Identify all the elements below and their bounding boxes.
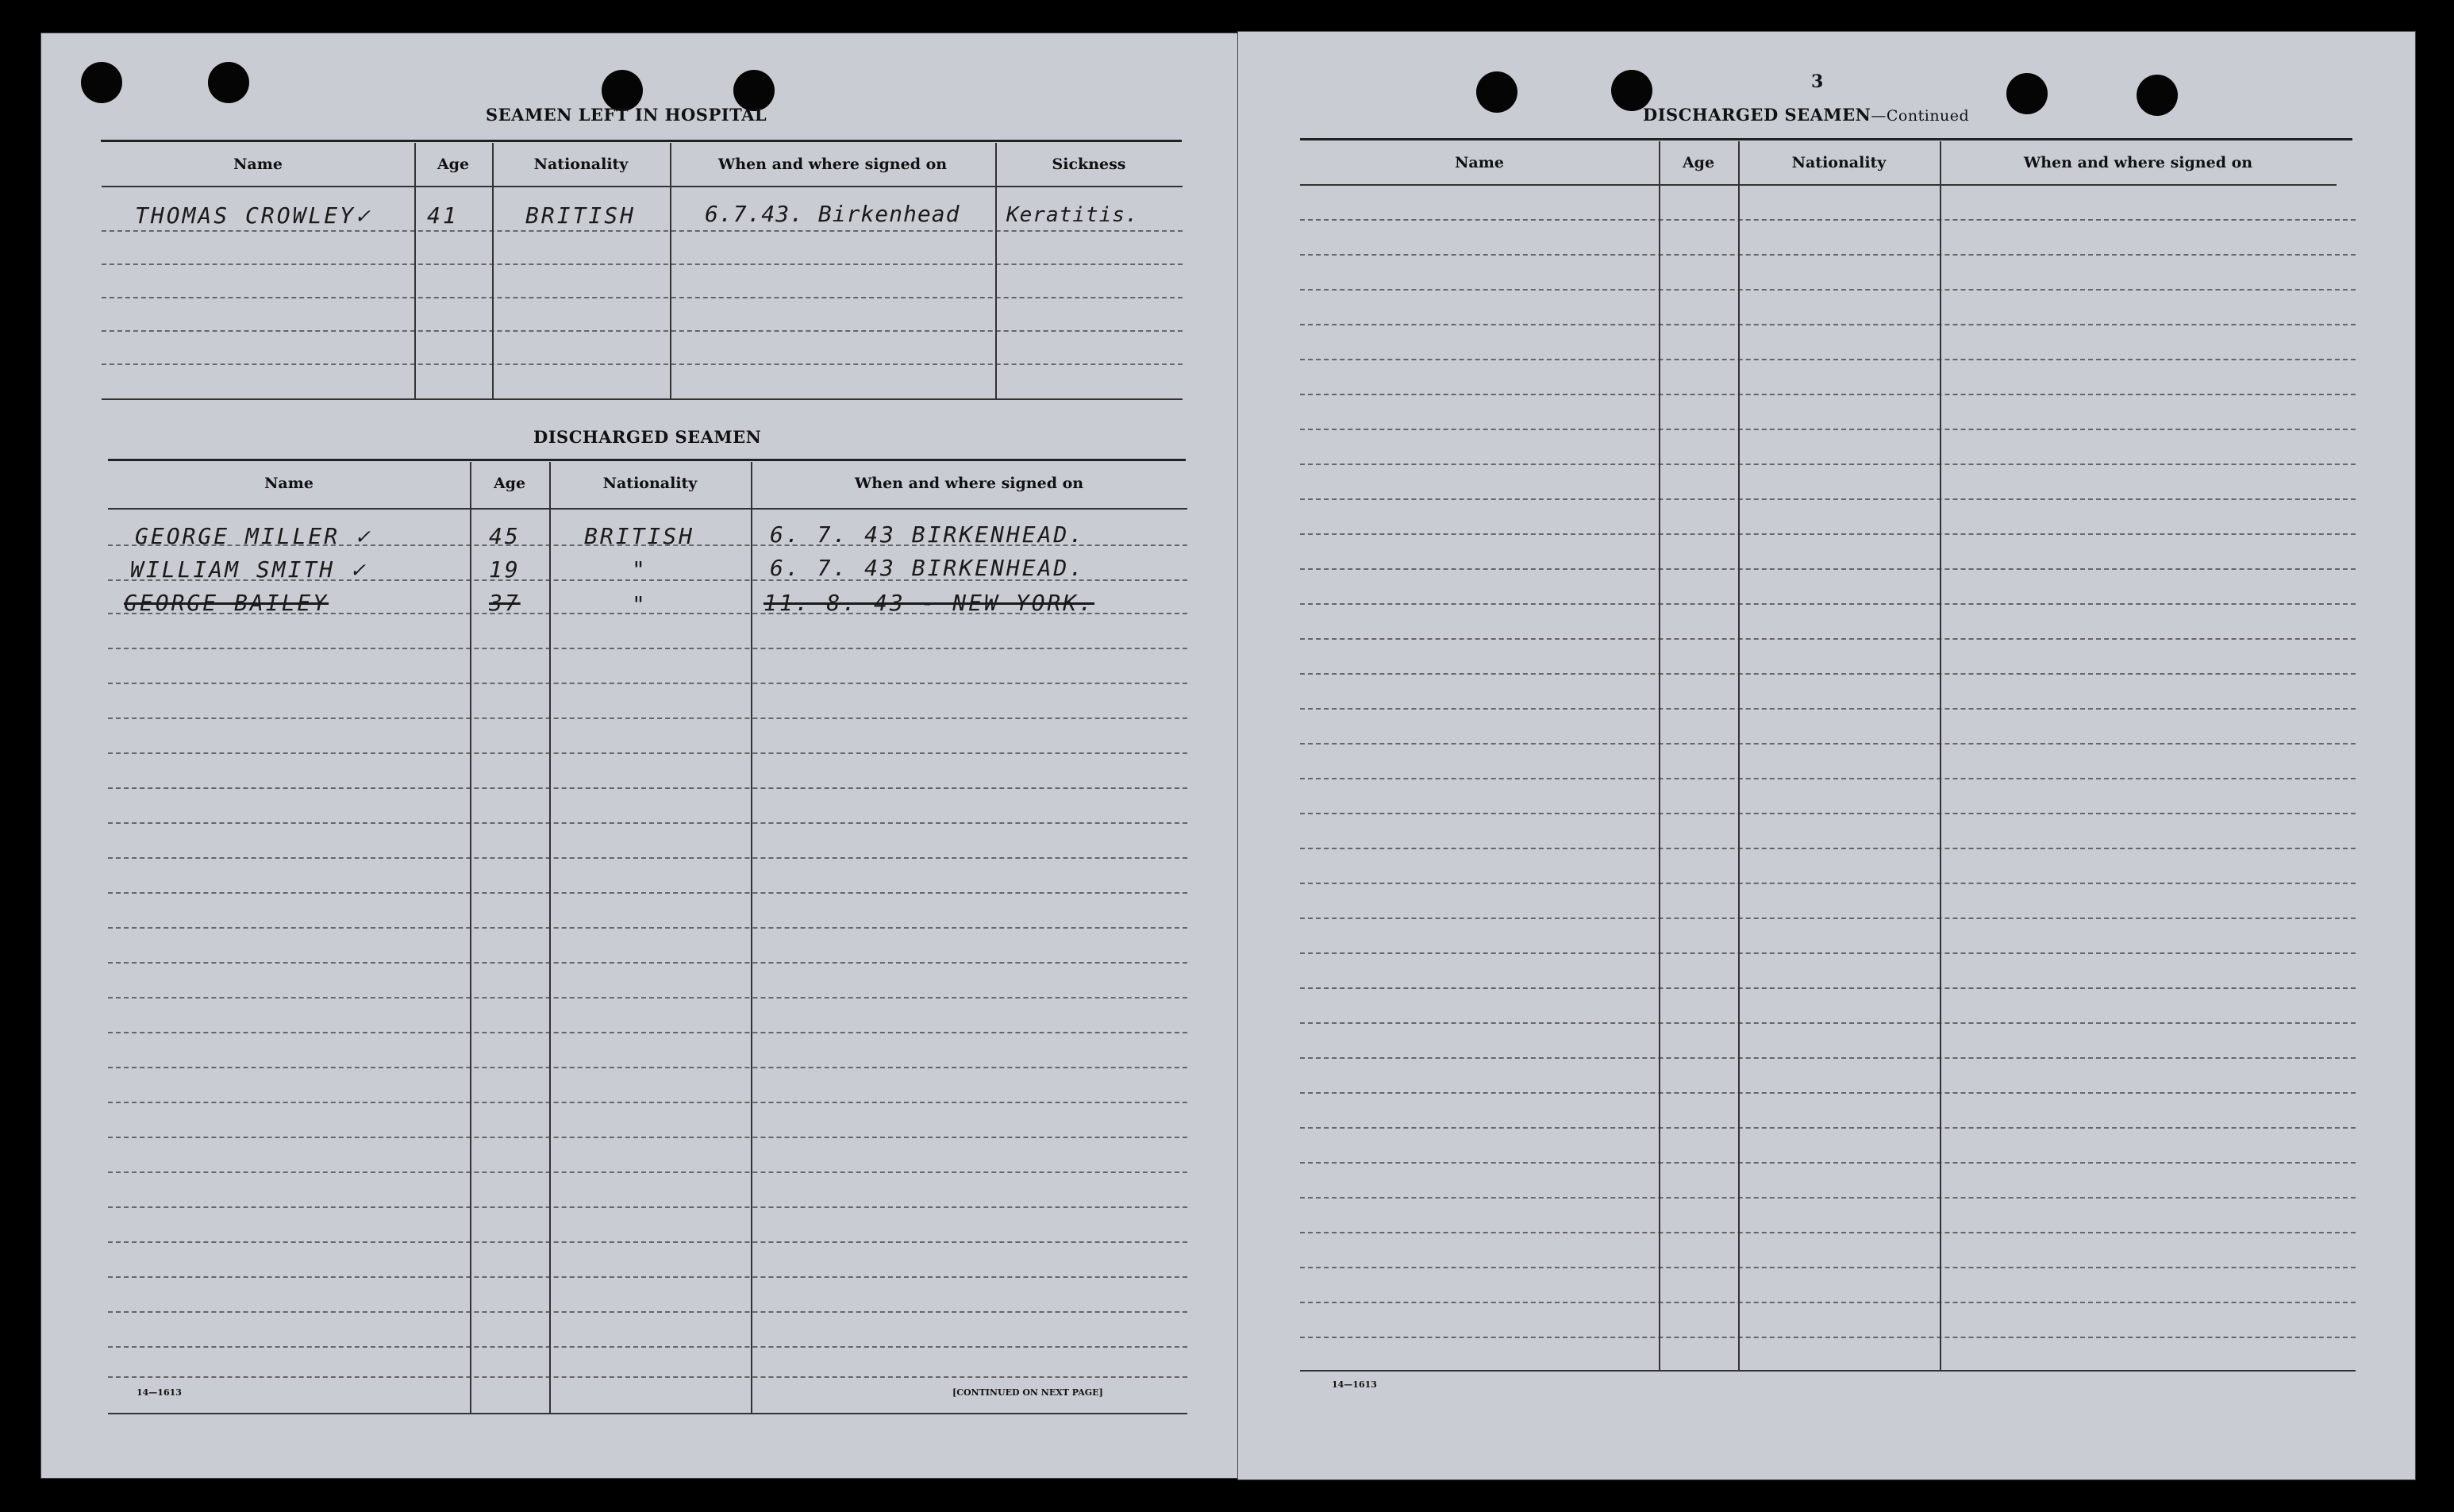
divider: [1300, 138, 2352, 140]
row-line: [108, 787, 1187, 789]
col-divider: [1738, 141, 1740, 1370]
col-divider: [995, 143, 997, 398]
row-line: [1300, 638, 2356, 640]
divider: [101, 140, 1182, 142]
col-header-name: Name: [1455, 154, 1504, 171]
hospital-age-cell: 41: [427, 202, 459, 229]
row-line: [108, 892, 1187, 894]
row-line: [1300, 1232, 2356, 1233]
page-number: 3: [1811, 71, 1824, 92]
col-header-age: Age: [437, 156, 470, 173]
row-line: [108, 1172, 1187, 1173]
row-line: [1300, 918, 2356, 919]
table-bottom-rule: [108, 1413, 1187, 1414]
col-divider: [492, 143, 494, 398]
table-bottom-rule: [1300, 1370, 2356, 1372]
row-line: [102, 364, 1183, 365]
discharged-signed-on-cell: 6. 7. 43 BIRKENHEAD.: [770, 521, 1086, 548]
col-header-signed-on: When and where signed on: [2023, 154, 2253, 171]
row-line: [102, 297, 1183, 298]
header-rule: [108, 508, 1187, 510]
col-header-sickness: Sickness: [1052, 156, 1126, 173]
row-line: [1300, 673, 2356, 675]
row-line: [1300, 1197, 2356, 1198]
col-divider: [1659, 141, 1660, 1370]
hospital-signed-on-cell: 6.7.43. Birkenhead: [705, 201, 960, 227]
header-rule: [102, 186, 1183, 187]
discharged-age-cell: 19: [489, 556, 521, 583]
col-header-name: Name: [264, 475, 313, 492]
row-line: [1300, 359, 2356, 360]
row-line: [108, 1376, 1187, 1378]
discharged-name-cell: WILLIAM SMITH ✓: [130, 556, 367, 583]
discharged-nationality-cell: ": [632, 556, 648, 583]
row-line: [1300, 568, 2356, 570]
punch-hole: [1476, 71, 1517, 113]
row-line: [1300, 1302, 2356, 1303]
row-line: [108, 683, 1187, 684]
row-line: [1300, 848, 2356, 849]
discharged-nationality-cell: BRITISH: [584, 523, 695, 549]
left-page: [41, 33, 1238, 1478]
col-header-age: Age: [1682, 154, 1715, 171]
row-line: [1300, 1162, 2356, 1164]
discharged-continued-table: [1300, 141, 2356, 1384]
row-line: [1300, 394, 2356, 395]
form-number: 14—1613: [1332, 1379, 1377, 1390]
row-line: [108, 1067, 1187, 1068]
row-line: [108, 1032, 1187, 1033]
row-line: [108, 1346, 1187, 1348]
row-line: [1300, 1337, 2356, 1338]
continued-note: [CONTINUED ON NEXT PAGE]: [952, 1387, 1103, 1398]
punch-hole: [2006, 73, 2048, 114]
row-line: [108, 962, 1187, 964]
row-line: [108, 752, 1187, 754]
discharged-table: [108, 462, 1187, 1414]
col-divider: [470, 462, 471, 1413]
row-line: [108, 822, 1187, 824]
row-line: [1300, 1022, 2356, 1024]
discharged-title: DISCHARGED SEAMEN: [533, 427, 762, 447]
row-line: [102, 230, 1183, 232]
hospital-nationality-cell: BRITISH: [525, 202, 637, 229]
right-page: [1238, 32, 2415, 1479]
row-line: [1300, 429, 2356, 430]
row-line: [1300, 813, 2356, 814]
col-divider: [549, 462, 551, 1413]
col-header-age: Age: [493, 475, 526, 492]
row-line: [1300, 743, 2356, 744]
punch-hole: [2137, 75, 2178, 116]
row-line: [1300, 1057, 2356, 1059]
hospital-title: SEAMEN LEFT IN HOSPITAL: [486, 105, 767, 125]
hospital-name-cell: THOMAS CROWLEY✓: [135, 202, 371, 229]
form-number: 14—1613: [137, 1387, 182, 1398]
col-divider: [414, 143, 416, 398]
discharged-name-cell: GEORGE MILLER ✓: [135, 523, 371, 549]
col-header-nationality: Nationality: [602, 475, 698, 492]
discharged-continued-title: DISCHARGED SEAMEN—Continued: [1643, 105, 1970, 125]
col-header-nationality: Nationality: [533, 156, 629, 173]
row-line: [1300, 1092, 2356, 1094]
header-rule: [1300, 184, 2337, 186]
row-line: [1300, 952, 2356, 954]
row-line: [108, 1276, 1187, 1278]
row-line: [1300, 883, 2356, 884]
row-line: [108, 997, 1187, 998]
col-header-signed-on: When and where signed on: [854, 475, 1084, 492]
row-line: [1300, 533, 2356, 535]
row-line: [1300, 219, 2356, 221]
row-line: [1300, 603, 2356, 605]
table-bottom-rule: [102, 398, 1183, 400]
row-line: [102, 264, 1183, 265]
col-header-signed-on: When and where signed on: [717, 156, 948, 173]
col-divider: [1940, 141, 1941, 1370]
divider: [108, 459, 1186, 461]
row-line: [102, 330, 1183, 332]
row-line: [1300, 464, 2356, 465]
row-line: [1300, 498, 2356, 500]
row-line: [1300, 289, 2356, 290]
row-line: [108, 718, 1187, 719]
punch-hole: [208, 62, 249, 103]
row-line: [1300, 254, 2356, 256]
discharged-name-cell-struck: GEORGE BAILEY: [124, 590, 329, 616]
col-divider: [751, 462, 752, 1413]
discharged-signed-on-cell: 6. 7. 43 BIRKENHEAD.: [770, 555, 1086, 581]
hospital-sickness-cell: Keratitis.: [1006, 203, 1139, 227]
discharged-age-cell-struck: 37: [489, 590, 521, 616]
col-divider: [670, 143, 671, 398]
discharged-nationality-cell: ": [632, 591, 648, 617]
row-line: [108, 927, 1187, 929]
col-header-name: Name: [233, 156, 283, 173]
row-line: [108, 1241, 1187, 1243]
row-line: [108, 648, 1187, 649]
row-line: [1300, 987, 2356, 989]
row-line: [108, 1137, 1187, 1138]
row-line: [108, 857, 1187, 859]
row-line: [1300, 324, 2356, 325]
row-line: [1300, 1127, 2356, 1129]
discharged-signed-on-cell-struck: 11. 8. 43 - NEW YORK.: [764, 590, 1095, 616]
row-line: [108, 1311, 1187, 1313]
row-line: [1300, 1267, 2356, 1268]
discharged-age-cell: 45: [489, 523, 521, 549]
row-line: [108, 1206, 1187, 1208]
row-line: [1300, 778, 2356, 779]
row-line: [108, 1102, 1187, 1103]
punch-hole: [81, 62, 122, 103]
row-line: [1300, 708, 2356, 710]
hospital-table: [102, 143, 1183, 405]
col-header-nationality: Nationality: [1791, 154, 1887, 171]
